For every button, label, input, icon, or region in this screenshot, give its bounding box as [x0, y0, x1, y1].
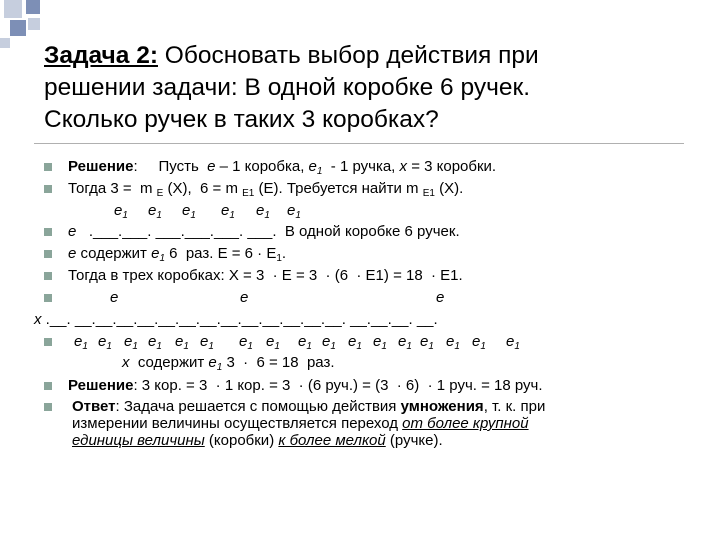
text: х: [399, 158, 408, 175]
e-term: е: [240, 289, 249, 306]
e1-term: $е_1$: [98, 333, 112, 352]
text: (E). Требуется найти m: [254, 180, 423, 197]
title-line-3: Сколько ручек в таких 3 коробках?: [44, 106, 439, 133]
text: .: [281, 245, 287, 262]
e1-term: $е_1$: [114, 202, 128, 221]
text: - 1 ручка,: [322, 158, 400, 175]
e1-term: $е_1$: [506, 333, 520, 352]
text: х: [34, 311, 42, 328]
e-term: е: [436, 289, 445, 306]
text: Тогда в трех коробках: Х = 3 · Е = 3 · (6 · Е1) = 18 · Е1.: [68, 267, 463, 284]
text: х: [122, 354, 130, 371]
e1-term: $е_1$: [348, 333, 362, 352]
text: , т. к. при: [483, 398, 546, 415]
text: = 3 коробки.: [407, 158, 497, 175]
text: (ручке).: [385, 432, 443, 449]
e1-term: $е_1$: [472, 333, 486, 352]
bullet-icon: [44, 403, 52, 411]
text: е: [207, 158, 216, 175]
text: е: [308, 158, 317, 175]
answer-label: Ответ: [72, 398, 116, 415]
bullet-icon: [44, 228, 52, 236]
solution-line-8: [34, 311, 438, 329]
e1-term: $е_1$: [148, 333, 162, 352]
e-term: е: [110, 289, 119, 306]
e1-term: $е_1$: [398, 333, 412, 352]
solution-label: Решение: [68, 377, 134, 394]
e1-term: $е_1$: [373, 333, 387, 352]
task-label: Задача 2:: [44, 42, 158, 69]
e1-term: $е_1$: [287, 202, 301, 221]
text: .__. __.__.__.__.__.__.__.__.__.__.__.__.__. __.__.__. __.: [41, 311, 438, 328]
title-line-2: решении задачи: В одной коробке 6 ручек.: [44, 74, 531, 101]
text: измерении величины осуществляется переход: [72, 415, 403, 432]
e1-term: $е_1$: [200, 333, 214, 352]
solution-line-10: [122, 354, 335, 372]
text: умножения: [400, 398, 484, 415]
title-line-1: Обосновать выбор действия при: [157, 42, 539, 69]
subscript: E: [156, 188, 164, 199]
bullet-icon: [44, 250, 52, 258]
e1-term: $е_1$: [221, 202, 235, 221]
text: : Пусть: [133, 158, 208, 175]
e1-term: $е_1$: [175, 333, 189, 352]
subscript: 1: [216, 362, 223, 373]
text: .___.___. ___.___.___. ___. В одной коробке 6 ручек.: [76, 223, 460, 240]
solution-line-4: [68, 223, 460, 241]
bullet-icon: [44, 272, 52, 280]
text: е: [68, 245, 77, 262]
subscript: E1: [242, 188, 255, 199]
subscript: 1: [159, 253, 165, 264]
bullet-icon: [44, 294, 52, 302]
text: : Задача решается с помощью действия: [115, 398, 401, 415]
e1-term: $е_1$: [148, 202, 162, 221]
solution-line-11: [68, 377, 543, 395]
bullet-icon: [44, 185, 52, 193]
text: к более мелкой: [278, 432, 386, 449]
solution-label: Решение: [68, 158, 134, 175]
text: содержит: [76, 245, 152, 262]
answer-line-3: [72, 432, 443, 450]
text: (коробки): [204, 432, 279, 449]
solution-line-2: [68, 180, 463, 198]
e1-term: $е_1$: [124, 333, 138, 352]
text: 3 · 6 = 18 раз.: [222, 354, 335, 371]
e1-term: $е_1$: [446, 333, 460, 352]
text: 6 раз. Е = 6 · Е: [165, 245, 277, 262]
answer-line-2: [72, 415, 529, 433]
text: (X), 6 = m: [163, 180, 243, 197]
bullet-icon: [44, 382, 52, 390]
e1-term: $е_1$: [266, 333, 280, 352]
e1-term: $е_1$: [74, 333, 88, 352]
subscript: 1: [276, 253, 282, 264]
answer-line-1: [72, 398, 545, 416]
text: единицы величины: [72, 432, 205, 449]
text: Тогда 3 = m: [68, 180, 157, 197]
text: : 3 кор. = 3 · 1 кор. = 3 · (6 руч.) = (3 · 6) · 1 руч. = 18 руч.: [133, 377, 543, 394]
subscript: 1: [316, 166, 323, 177]
subscript: E1: [422, 188, 435, 199]
text: е: [68, 223, 77, 240]
text: (X).: [434, 180, 464, 197]
text: е: [208, 354, 217, 371]
e1-term: $е_1$: [322, 333, 336, 352]
solution-line-1: [68, 158, 496, 176]
e1-term: $е_1$: [182, 202, 196, 221]
text: е: [151, 245, 160, 262]
text: содержит: [129, 354, 209, 371]
bullet-icon: [44, 163, 52, 171]
solution-line-5: [68, 245, 286, 263]
text: – 1 коробка,: [215, 158, 309, 175]
solution-line-6: [68, 267, 463, 285]
e1-term: $е_1$: [239, 333, 253, 352]
e1-term: $е_1$: [256, 202, 270, 221]
e1-term: $е_1$: [298, 333, 312, 352]
text: от более крупной: [402, 415, 529, 432]
bullet-icon: [44, 338, 52, 346]
e1-term: $е_1$: [420, 333, 434, 352]
